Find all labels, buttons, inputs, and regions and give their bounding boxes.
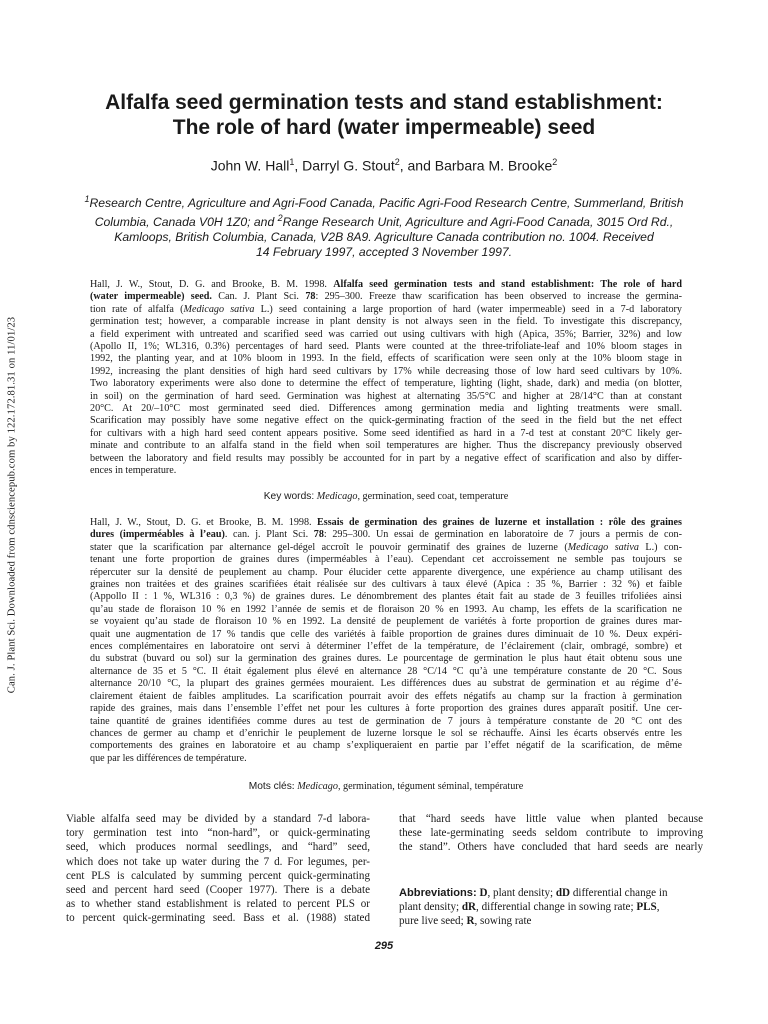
affil-text-2b: Range Research Unit, Agriculture and Agri-Food Canada, 3015 Ord Rd., [282,215,674,230]
affil-line-2 [70,211,698,230]
citation-volume: 78 [305,291,316,303]
abstract-french [90,517,682,765]
abstract-fr-line [90,529,682,541]
affil-marker-1: 1 [84,194,90,204]
abbrev-term: D [479,887,488,899]
abstract-en-line: 20°C. At 20/–10°C most germinated seed died. Differences among germination media and lighting treatments were small. [90,403,682,415]
abbrev-def: pure live seed; [399,915,467,928]
affil-line-4: 14 February 1997, accepted 3 November 1997. [255,245,513,260]
title-line-1: Alfalfa seed germination tests and stand establishment: [105,91,663,114]
abbrev-def: plant density; [399,901,462,914]
body-column-right [399,812,703,855]
abstract-en-line: in soil) on the germination of hard seed. Germination was highest at alternating 35/5°C and higher at 28/14°C than at constant [90,390,682,402]
page-number: 295 [374,940,394,952]
author-3: , and Barbara M. Brooke [399,157,553,174]
body-line: the stand”. Others have concluded that hard seeds are nearly [399,841,703,854]
abstract-en-line: a field experiment with untreated and scarified seed was carried out using cultivars with high (Apica, 35%; Barrier, 32%) and low [90,328,682,340]
abstract-text: L.) seed containing a large proportion of hard (water impermeable) seed in a 7-d laboratory [254,303,682,315]
abstract-fr-line [90,542,682,554]
abstract-text: tion rate of alfalfa ( [90,303,184,315]
author-list [60,157,708,174]
abstract-english [90,279,682,478]
mots-cles: Mots clés: Medicago, germination, tégument séminal, température [248,781,524,792]
abstract-en-line: germination test; however, a comparable increase in plant density is not always seen in the field. To investigate this discrepancy, [90,316,682,328]
body-line: as to whether stand establishment is related to percent PLS or [66,898,370,911]
species-name: Medicago sativa [183,303,255,315]
keywords [90,491,682,502]
abstract-fr-line: alternance de 35 et 5 °C. Il était également plus élevé en alternance 28 °C/14 °C qu’à une température constante de 20 °C. Sous [90,665,682,677]
abstract-en-line: Scarification may possibly have some negative effect on the quick-germinating fraction of the seed in the field but the net effect [90,415,682,427]
body-line: that “hard seeds have little value when planted because [399,813,703,825]
abstract-fr-line: rapide des graines, mais dans l’ensemble l’effet net pour les cultures à forte proportion des graines dures apparaît positif. Une cer- [90,703,682,715]
mots-cles-rest: , germination, tégument séminal, température [337,781,524,792]
citation-title: (water impermeable) seed. [90,291,212,303]
abstract-en-line: 1992, the planting year, and at 10% bloom in 1993. In the field, effects of scarification were seen only at the 10% bloom stage in [90,353,682,365]
abstract-en-line: minate and contribute to an alfalfa stand in the field when soil temperatures are higher. Thus the discrepancy previously observed [90,440,682,452]
affil-line-3: Kamloops, British Columbia, Canada, V2B 8A9. Agriculture Canada contribution no. 1004. Received [114,230,654,245]
author-1: John W. Hall [210,157,290,174]
keyword-medicago: Medicago [316,491,358,502]
species-name: Medicago sativa [567,541,639,553]
abstract-text: L.) con- [638,541,682,553]
abstract-text: : 295–300. Un essai de germination en laboratoire de 7 jours a permis de con- [323,529,682,541]
abstract-fr-line: tenant une forte proportion de graines dures (imperméables à l’eau). Cependant cet accroissement ne semble pas toujours se [90,554,682,566]
citation-text: Can. J. Plant Sci. [211,291,306,303]
abstract-en-line: (Apollo II, 1%; WL316, 0.3%) percentages of hard seed. Plants were counted at the three-trifoliate-leaf and 10% bloom stages in [90,341,682,353]
affil-marker-2: 2 [277,213,283,224]
abstract-en-line [90,291,682,303]
abstract-en-line [90,304,682,316]
abstract-fr-line: clairement étaient de faibles amplitudes. La scarification pourrait avoir des effets négatifs au champ sur la fraction à germination [90,690,682,702]
download-watermark [2,270,22,740]
abbrev-def: , [656,901,660,914]
abstract-en-line: between the laboratory and field results may possibly be accounted for in part by a negative effect of scarification and also by differ- [90,452,682,464]
abstract-fr-line: qu’au stade de floraison 10 % en 1992 l’année de semis et de floraison 20 % en 1993. Au champ, les effets de la scarification ne [90,603,682,615]
keywords-rest: , germination, seed coat, temperature [357,491,509,502]
abstract-fr-line: ences complémentaires en laboratoire ont servi à déterminer l’effet de la température, de l’éclairement (clair, ombragé, sombre) et [90,641,682,653]
affil-line-1 [70,192,698,211]
mots-cles-medicago: Medicago [297,781,338,792]
author-2: , Darryl G. Stout [294,157,395,174]
mots-cles-label: Mots clés [248,781,292,792]
body-line: seed and percent hard seed (Cooper 1977). There is a debate [66,884,370,897]
abstract-fr-line: que par les différences de température. [90,752,247,764]
citation-title: Alfalfa seed germination tests and stand establishment: The role of hard [333,279,682,290]
citation-title: Essais de germination des graines de luzerne et installation : rôle des graines [317,517,682,528]
abbrev-line [399,914,703,928]
citation-text: . can. j. Plant Sci. [224,529,314,541]
abbrev-def: , plant density; [487,887,556,899]
abstract-fr-line: (Appollo II : 1 %, WL316 : 0,3 %) de graines dures. Le dénombrement des plantes était fait au stade de 3 feuilles trifoliées ainsi [90,591,682,603]
author-2-affil: 2 [394,157,400,167]
abstract-en-line: ences in temperature. [90,465,177,477]
abstract-fr-line: comportements des graines en laboratoire et au champ s’expliqueraient en partie par l’effet négatif de la scarification, de même [90,740,682,752]
body-line: seed, which produces normal seedlings, and “hard” seed, [66,841,370,854]
abstract-fr-line: chances de germer au champ et d’enrichir le peuplement de luzerne lorsque le sol se réchauffe. Ainsi les écarts observés entre les [90,727,682,739]
abstract-text: stater que la scarification par alternance gel-dégel accroît le pouvoir germinatif des graines de luzerne ( [90,541,568,553]
abstract-fr-line: taine quantité de graines identifiées comme dures au test de germination de 7 jours à température constante de 20 °C ont des [90,715,682,727]
abstract-text: : 295–300. Freeze thaw scarification has been observed to increase the germina- [315,291,682,303]
body-line: which does not take up water during the 7 d. For legumes, per- [66,855,370,868]
abbrev-term: R [466,915,475,928]
abbrev-term: PLS [636,901,657,914]
abbrev-def: , sowing rate [474,915,532,928]
abstract-fr-line: se voyaient qu’au stade de floraison 10 % en 1992. La densité de peuplement de variétés à forte proportion de graines dures mar- [90,616,682,628]
citation-volume: 78 [313,529,324,541]
abstract-fr-line [90,517,682,529]
affil-text-1: Research Centre, Agriculture and Agri-Food Canada, Pacific Agri-Food Research Centre, Summerland, British [89,196,684,211]
author-3-affil: 2 [552,157,558,167]
abbrev-term: dR [461,901,477,914]
abstract-fr-line: du substrat (buvard ou sol) sur la germination des graines dures. Le pourcentage de germination le plus haut était obtenu sous une [90,653,682,665]
affiliations [70,192,698,260]
abstract-en-line [90,279,682,291]
author-1-affil: 1 [289,157,295,167]
abbrev-term: dD [555,887,571,899]
citation-text: Hall, J. W., Stout, D. G. et Brooke, B. M. 1998. [90,517,318,528]
abstract-en-line: Two laboratory experiments were also done to determine the effect of temperature, lighting (light, shade, dark) and media (on blotter, [90,378,682,390]
abbrev-def: , differential change in sowing rate; [476,901,637,914]
abbrev-line [399,886,703,900]
abbreviations-label: Abbreviations: [399,887,477,899]
abbreviations-box [399,886,703,929]
abstract-fr-line: alternance 20/10 °C, la plupart des graines germées mouraient. Les différences dues au substrat de germination et au régime d’é- [90,678,682,690]
affil-text-2a: Columbia, Canada V0H 1Z0; and [94,215,278,230]
body-line: tory germination test into “non-hard”, or quick-germinating [66,827,370,840]
abstract-en-line: 1992, increasing the plant densities of high hard seed cultivars by 17% while decreasing those of low hard seed cultivars by 10%. [90,365,682,377]
article-title [60,90,708,140]
abstract-fr-line: répercuter sur la densité de peuplement au champ. Pour élucider cette apparente divergence, une expérience au champ utilisant des [90,566,682,578]
citation-text: Hall, J. W., Stout, D. G. and Brooke, B. M. 1998. [90,279,334,290]
abstract-fr-line: quait une augmentation de 17 % tandis que celle des variétés à faible proportion de graines dures diminuait de 10 %. Deux expéri- [90,628,682,640]
body-column-left [66,812,370,926]
abbrev-def: differential change in [570,887,668,899]
keywords-label: Key words: [263,491,315,502]
body-line: cent PLS is calculated by summing percent quick-germinating [66,869,370,882]
abstract-fr-line: graines non traitées et des graines scarifiées était réalisée sur des cultivars à taux élevé (Apica : 35 %, Barrier : 32 %) et faible [90,579,682,591]
abstract-en-line: for cultivars with a high hard seed content appears positive. Some seed identified as hard in a 7-d test at constant 20°C likely ger- [90,427,682,439]
title-line-2: The role of hard (water impermeable) seed [172,116,596,139]
body-line: Viable alfalfa seed may be divided by a standard 7-d labora- [66,813,370,825]
body-line: these late-germinating seeds seldom contribute to improving [399,827,703,840]
citation-title: dures (imperméables à l’eau) [90,529,225,541]
download-watermark-text: Can. J. Plant Sci. Downloaded from cdnsciencepub.com by 122.172.81.31 on 11/01/23 [6,316,18,694]
body-line: to percent quick-germinating seed. Bass et al. (1988) stated [66,912,370,925]
abbrev-line [399,900,703,914]
